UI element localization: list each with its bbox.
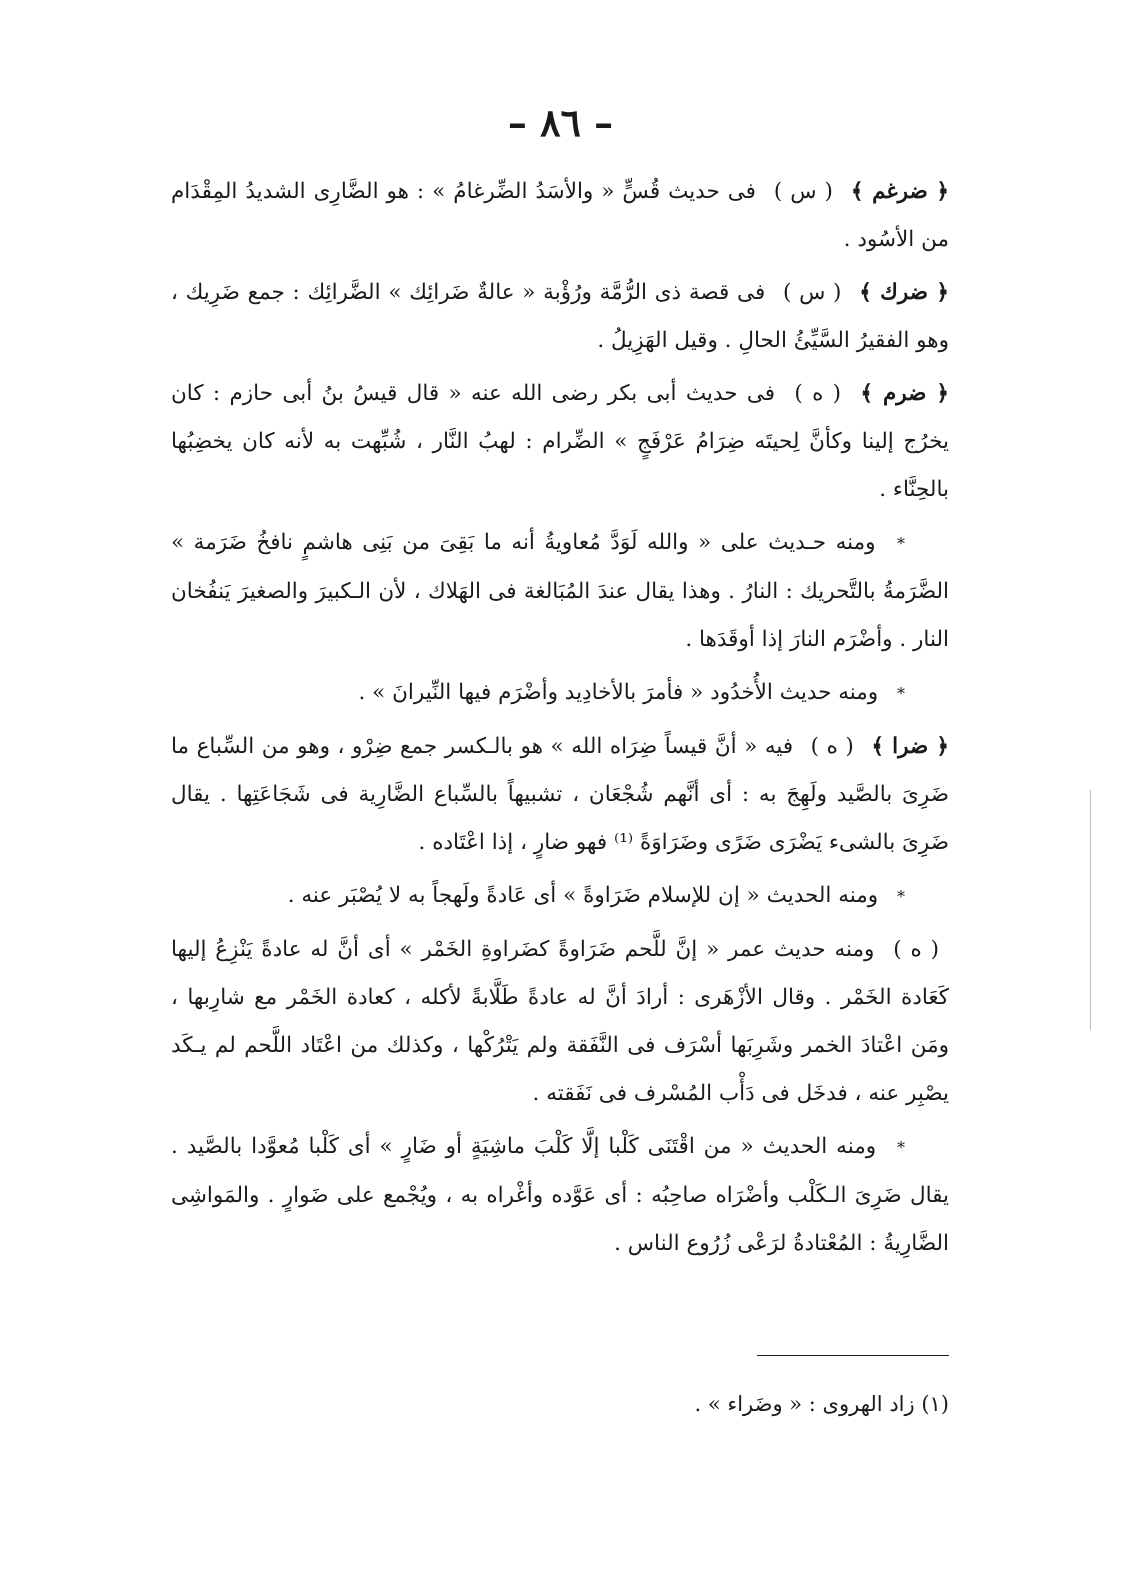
- footnote-divider: [757, 1355, 949, 1356]
- star-marker: *: [897, 684, 905, 703]
- entry-daram-ali: [171, 519, 949, 664]
- star-marker: *: [897, 534, 905, 553]
- headword: ﴿ ضرغم ﴾: [850, 179, 949, 204]
- entry-text: فى قصة ذى الرُّمَّة ورُؤْبة « عالةٌ ضَرائِك » الضَّرائِك : جمع ضَرِيك ، وهو الفقيرُ السَّيِّئُ الحالِ . وقيل الهَزِيلُ .: [171, 280, 949, 353]
- headword: ﴿ ضرك ﴾: [859, 280, 949, 305]
- entry-text: فى حديث قُسٍّ « والأسَدُ الضِّرغامُ » : هو الضَّارِى الشديدُ المِقْدَام من الأسُود .: [171, 179, 949, 252]
- footnote: (١) زاد الهروى : « وضَراء » .: [694, 1392, 949, 1416]
- entry-text: ومنه حديث عمر « إنَّ للَّحم ضَرَاوةً كضَراوةِ الخَمْر » أى أنَّ له عادةً يَنْزِعُ إليها كَعَادة الخَمْر . وقال الأزْهَرى : أرادَ أنَّ له عادةً طَلَّابةً لأكله ، كعادة الخَمْر مع شارِبها ، ومَن اعْتادَ الخمر وشَرِبَها أسْرَف فى النَّفَقة ولم يَتْرُكْها ، وكذلك من اعْتَاد اللَّحم لم يـكَد يصْبِر عنه ، فدخَل فى دَأْب المُسْرف فى نَفَقته .: [171, 937, 949, 1106]
- entry-daram: [171, 370, 949, 514]
- entry-dara-kalb: [171, 1123, 949, 1268]
- entry-daram-ukhdud: [171, 669, 949, 718]
- entry-text: فى حديث أبى بكر رضى الله عنه « قال قيسُ بنُ أبى حازم : كان يخرُج إلينا وكأنَّ لِحيتَه ضِرَامُ عَرْفَجٍ » الضِّرام : لهبُ النَّار ، شُبِّهت به لأنه كان يخضِبُها بالحِنَّاء .: [171, 381, 949, 502]
- entry-dara-islam: [171, 872, 949, 921]
- entry-text: ومنه حديث الأُخدُود « فأمرَ بالأخادِيد وأضْرَم فيها النِّيرانَ » .: [358, 680, 879, 705]
- headword: ﴿ ضرم ﴾: [860, 381, 949, 406]
- entry-dargham: [171, 168, 949, 264]
- source-marker: ( ه ): [810, 734, 854, 759]
- page-number: – ٨٦ –: [507, 100, 614, 145]
- entry-dara: [171, 723, 949, 867]
- source-marker: ( ه ): [794, 381, 842, 406]
- scan-edge-line: [1090, 790, 1091, 1030]
- source-marker: ( س ): [773, 179, 833, 204]
- entry-text: فيه « أنَّ قيساً ضِرَاه الله » هو بالـكسر جمع ضِرْو ، وهو من السِّباع ما ضَرِىَ بالصَّيد ولَهِجَ به : أى أنَّهم شُجْعَان ، تشبيهاً بالسِّباع الضَّارِية فى شَجَاعَتِها . يقال ضَرِىَ بالشىء يَضْرَى ضَرًى وضَرَاوَةً ⁽¹⁾ فهو ضارٍ ، إذا اعْتَاده .: [171, 734, 949, 855]
- star-marker: *: [897, 887, 905, 906]
- source-marker: ( س ): [782, 280, 842, 305]
- text-body: [171, 168, 949, 1273]
- entry-text: ومنه الحديث « إن للإسلام ضَرَاوةً » أى عَادةً ولَهجاً به لا يُصْبَر عنه .: [287, 883, 879, 908]
- entry-text: ومنه حـديث على « والله لَوَدَّ مُعاويةُ أنه ما بَقِىَ من بَنِى هاشمٍ نافخُ ضَرَمة » الضَّرَمةُ بالتَّحريك : النارُ . وهذا يقال عندَ المُبَالغة فى الهَلاك ، لأن الـكبيرَ والصغيرَ يَنفُخان النار . وأضْرَم النارَ إذا أوقَدَها .: [171, 530, 949, 652]
- entry-dara-umar: [171, 926, 949, 1118]
- headword: ﴿ ضرا ﴾: [871, 734, 949, 759]
- entry-text: ومنه الحديث « من اقْتَنَى كَلْبا إلَّا كَلْبَ ماشِيَةٍ أو ضَارٍ » أى كَلْبا مُعوَّدا بالصَّيد . يقال ضَرِىَ الـكَلْب وأضْرَاه صاحِبُه : أى عَوَّده وأغْراه به ، ويُجْمع على ضَوارٍ . والمَواشِى الضَّارِيةُ : المُعْتادةُ لرَعْى زُرُوع الناس .: [171, 1134, 949, 1256]
- star-marker: *: [896, 1138, 905, 1157]
- entry-darak: [171, 269, 949, 365]
- source-marker: ( ه ): [893, 937, 939, 962]
